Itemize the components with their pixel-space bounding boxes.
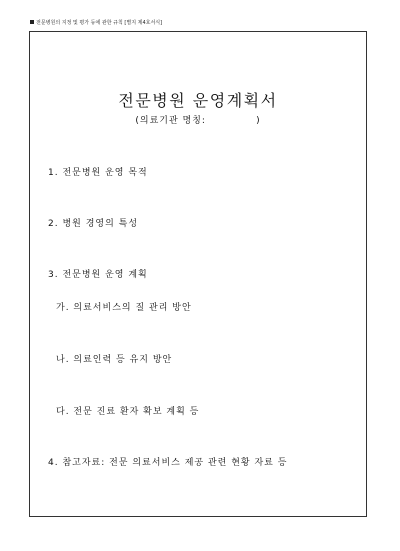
subsection-staff-maintenance: 나. 의료인력 등 유지 방안 xyxy=(56,355,173,365)
subsection-patient-securing: 다. 전문 진료 환자 확보 계획 등 xyxy=(56,407,200,417)
form-title: 전문병원 운영계획서 xyxy=(118,91,278,110)
section-management-characteristics: 2. 병원 경영의 특성 xyxy=(48,219,139,229)
section-operation-purpose: 1. 전문병원 운영 목적 xyxy=(48,168,148,178)
square-bullet-icon xyxy=(30,20,34,24)
section-reference-materials: 4. 참고자료: 전문 의료서비스 제공 관련 현황 자료 등 xyxy=(48,458,288,468)
form-reference-text: 전문병원의 지정 및 평가 등에 관한 규칙 [별지 제4호서식] xyxy=(36,20,163,26)
section-operation-plan: 3. 전문병원 운영 계획 xyxy=(48,270,148,280)
subsection-quality-management: 가. 의료서비스의 질 관리 방안 xyxy=(56,303,192,313)
operation-plan-form xyxy=(29,31,367,517)
institution-name-line: (의료기관 명칭: ) xyxy=(135,116,261,126)
form-reference-note xyxy=(30,20,162,26)
